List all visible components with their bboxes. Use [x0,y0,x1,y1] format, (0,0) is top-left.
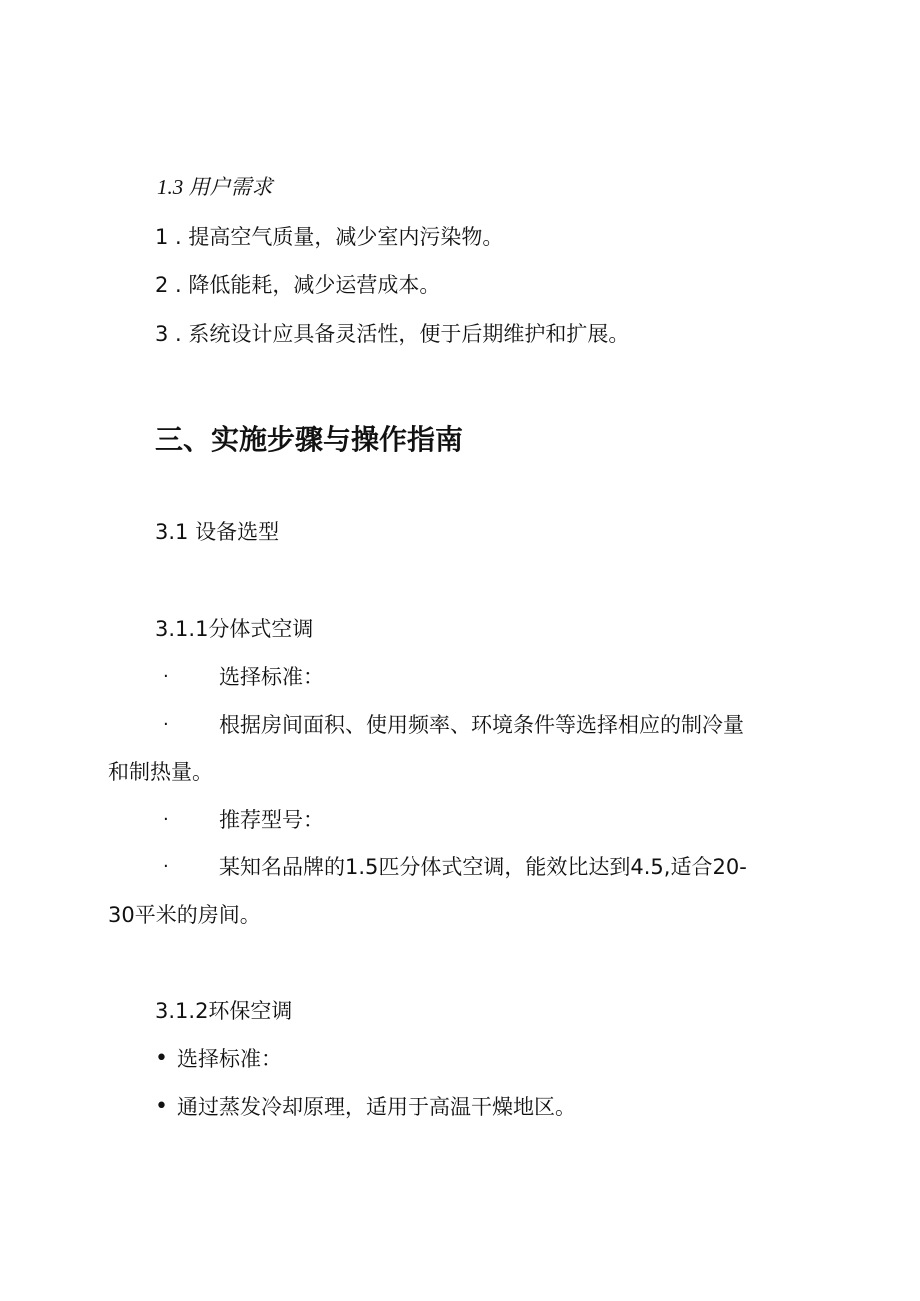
eco-principle-text: 通过蒸发冷却原理，适用于高温干燥地区。 [177,1095,576,1119]
requirements-heading: 1.3 用户需求 [157,175,273,199]
subsection-3-1-2-heading: 3.1.2环保空调 [155,999,293,1023]
select-criteria-label: 选择标准： [219,665,324,689]
bullet-marker: • [155,1046,168,1071]
select-criteria-text-line1: 根据房间面积、使用频率、环境条件等选择相应的制冷量 [219,713,744,737]
bullet-marker: · [163,856,169,877]
requirement-item-1: 1 . 提高空气质量，减少室内污染物。 [155,225,504,249]
bullet-marker: · [163,809,169,830]
section-3-title: 三、实施步骤与操作指南 [155,423,464,456]
requirement-item-3: 3 . 系统设计应具备灵活性，便于后期维护和扩展。 [155,322,630,346]
requirement-item-2: 2 . 降低能耗，减少运营成本。 [155,273,441,297]
recommended-model-text-line1: 某知名品牌的1.5匹分体式空调，能效比达到4.5,适合20- [219,855,747,879]
bullet-marker: · [163,666,169,687]
select-criteria-text-line2: 和制热量。 [108,760,213,784]
eco-select-criteria-label: 选择标准： [177,1047,282,1071]
subsection-3-1-heading: 3.1 设备选型 [155,520,280,544]
recommended-model-label: 推荐型号： [219,808,324,832]
subsection-3-1-1-heading: 3.1.1分体式空调 [155,617,314,641]
bullet-marker: • [155,1094,168,1119]
recommended-model-text-line2: 30平米的房间。 [108,903,261,927]
bullet-marker: · [163,714,169,735]
